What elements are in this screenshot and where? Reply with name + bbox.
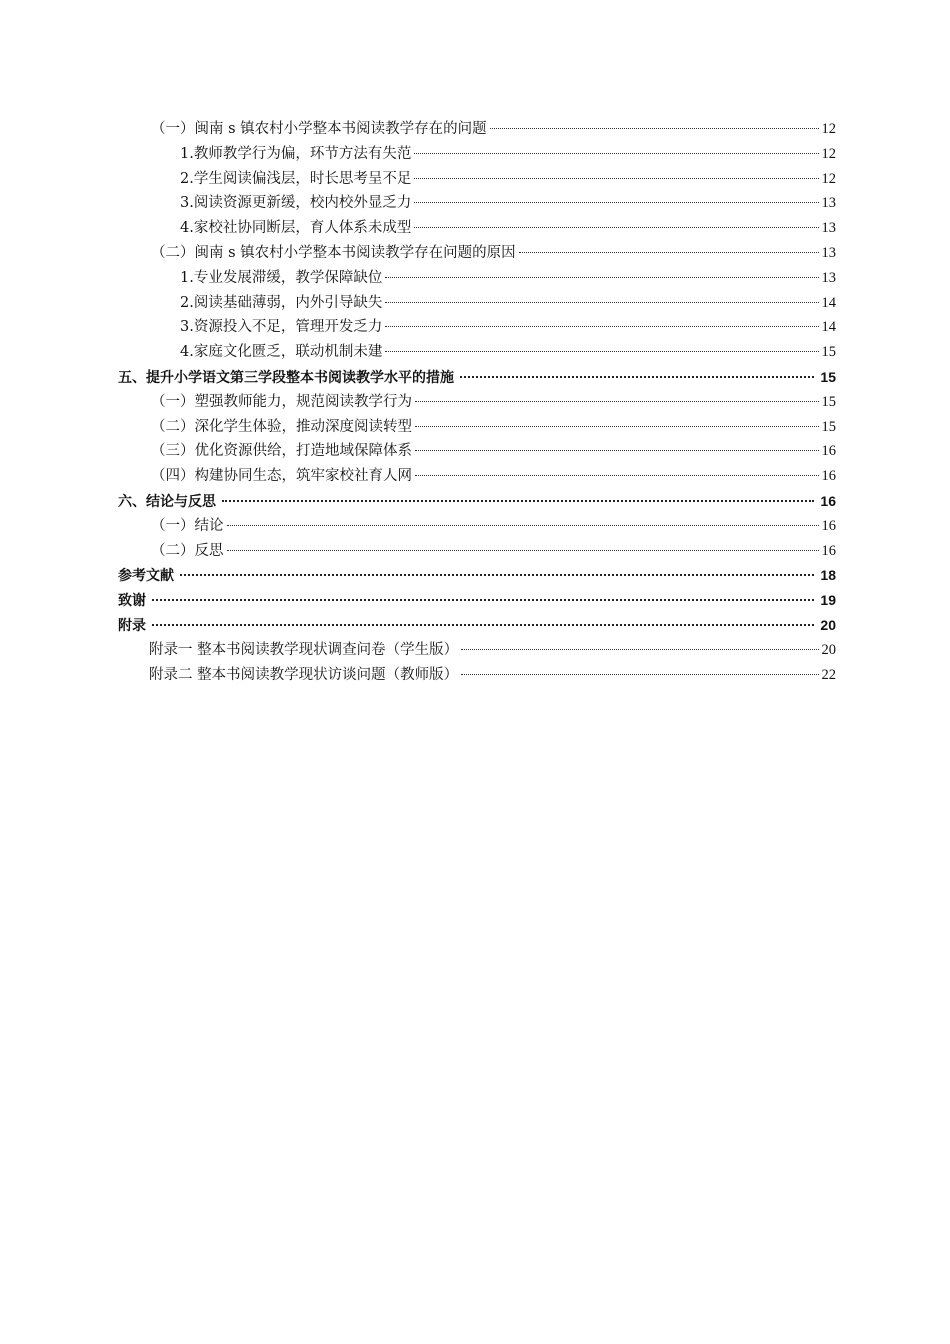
toc-entry[interactable]	[118, 663, 836, 688]
toc-leader-dots	[385, 351, 818, 352]
toc-leader-dots	[414, 153, 818, 154]
toc-leader-dots	[519, 252, 819, 253]
toc-leader-dots	[490, 128, 819, 129]
toc-entry-label: 六、结论与反思	[118, 493, 216, 510]
toc-page-number: 16	[820, 492, 836, 509]
toc-entry-label: （三）优化资源供给，打造地域保障体系	[151, 443, 412, 460]
toc-entry[interactable]	[118, 315, 836, 340]
toc-leader-dots	[414, 178, 818, 179]
toc-page-number: 15	[821, 418, 836, 435]
toc-leader-dots	[152, 624, 814, 626]
toc-entry-label: （一）塑强教师能力，规范阅读教学行为	[151, 393, 412, 410]
toc-entry-label: 附录	[118, 617, 146, 634]
toc-chapter-entry[interactable]	[118, 563, 836, 588]
toc-page-number: 15	[820, 368, 836, 385]
toc-page-number: 13	[821, 269, 836, 286]
toc-page-number: 12	[821, 170, 836, 187]
toc-chapter-entry[interactable]	[118, 489, 836, 514]
toc-entry-label: 4.家庭文化匮乏，联动机制未建	[180, 344, 383, 361]
toc-entry-label: （二）反思	[151, 542, 224, 559]
toc-leader-dots	[415, 450, 819, 451]
toc-entry-label: （四）构建协同生态，筑牢家校社育人网	[151, 468, 412, 485]
toc-page-number: 13	[821, 244, 836, 261]
toc-entry-label: 1.教师教学行为偏，环节方法有失范	[180, 145, 412, 162]
toc-page-number: 18	[820, 567, 836, 584]
toc-leader-dots	[385, 302, 818, 303]
toc-entry[interactable]	[118, 291, 836, 316]
toc-entry-label: 附录二 整本书阅读教学现状访谈问题（教师版）	[149, 666, 459, 683]
toc-entry-label: 3.资源投入不足，管理开发乏力	[180, 319, 383, 336]
toc-entry[interactable]	[118, 241, 836, 266]
toc-entry[interactable]	[118, 142, 836, 167]
toc-entry-label: （一）闽南 s 镇农村小学整本书阅读教学存在的问题	[151, 121, 487, 137]
toc-page-number: 19	[820, 592, 836, 609]
toc-entry[interactable]	[118, 340, 836, 365]
toc-page-number: 15	[821, 344, 836, 361]
toc-page-number: 20	[820, 616, 836, 633]
toc-page-number: 14	[821, 294, 836, 311]
toc-page-number: 13	[821, 220, 836, 237]
toc-chapter-entry[interactable]	[118, 588, 836, 613]
toc-entry-label: （二）深化学生体验，推动深度阅读转型	[151, 418, 412, 435]
table-of-contents	[118, 117, 836, 687]
toc-entry[interactable]	[118, 539, 836, 564]
toc-entry[interactable]	[118, 191, 836, 216]
toc-leader-dots	[415, 475, 819, 476]
toc-leader-dots	[415, 401, 819, 402]
toc-entry[interactable]	[118, 216, 836, 241]
toc-entry[interactable]	[118, 638, 836, 663]
toc-leader-dots	[180, 574, 814, 576]
toc-leader-dots	[385, 326, 818, 327]
toc-page-number: 12	[821, 121, 836, 137]
toc-entry-label: 参考文献	[118, 568, 174, 585]
toc-page-number: 16	[821, 517, 836, 534]
toc-page-number: 22	[821, 666, 836, 683]
toc-leader-dots	[385, 277, 818, 278]
toc-leader-dots	[152, 599, 814, 601]
toc-entry-label: 致谢	[118, 593, 146, 610]
toc-leader-dots	[460, 376, 814, 378]
toc-entry-label: 2.学生阅读偏浅层，时长思考呈不足	[180, 170, 412, 187]
toc-leader-dots	[227, 525, 819, 526]
toc-entry[interactable]	[118, 439, 836, 464]
toc-entry[interactable]	[118, 167, 836, 192]
toc-page-number: 12	[821, 145, 836, 162]
toc-leader-dots	[415, 426, 819, 427]
toc-page-number: 13	[821, 195, 836, 212]
toc-leader-dots	[222, 500, 814, 502]
toc-page-number: 16	[821, 542, 836, 559]
toc-entry-label: 3.阅读资源更新缓，校内校外显乏力	[180, 195, 412, 212]
toc-page-number: 15	[821, 393, 836, 410]
toc-entry[interactable]	[118, 464, 836, 489]
toc-page-number: 20	[821, 641, 836, 658]
toc-entry-label: 1.专业发展滞缓，教学保障缺位	[180, 269, 383, 286]
toc-entry[interactable]	[118, 117, 836, 142]
toc-entry[interactable]	[118, 266, 836, 291]
toc-entry-label: （二）闽南 s 镇农村小学整本书阅读教学存在问题的原因	[151, 244, 516, 261]
toc-leader-dots	[414, 202, 818, 203]
toc-entry-label: （一）结论	[151, 517, 224, 534]
toc-entry-label: 2.阅读基础薄弱，内外引导缺失	[180, 294, 383, 311]
toc-leader-dots	[461, 674, 818, 675]
toc-page-number: 14	[821, 319, 836, 336]
toc-entry[interactable]	[118, 514, 836, 539]
toc-leader-dots	[461, 649, 818, 650]
toc-leader-dots	[414, 227, 818, 228]
toc-entry-label: 4.家校社协同断层，育人体系未成型	[180, 220, 412, 237]
toc-entry[interactable]	[118, 415, 836, 440]
toc-leader-dots	[227, 550, 819, 551]
toc-page-number: 16	[821, 443, 836, 460]
toc-entry-label: 附录一 整本书阅读教学现状调查问卷（学生版）	[149, 641, 459, 658]
toc-chapter-entry[interactable]	[118, 613, 836, 638]
toc-chapter-entry[interactable]	[118, 365, 836, 390]
toc-entry[interactable]	[118, 390, 836, 415]
toc-entry-label: 五、提升小学语文第三学段整本书阅读教学水平的措施	[118, 369, 454, 386]
toc-page-number: 16	[821, 468, 836, 485]
